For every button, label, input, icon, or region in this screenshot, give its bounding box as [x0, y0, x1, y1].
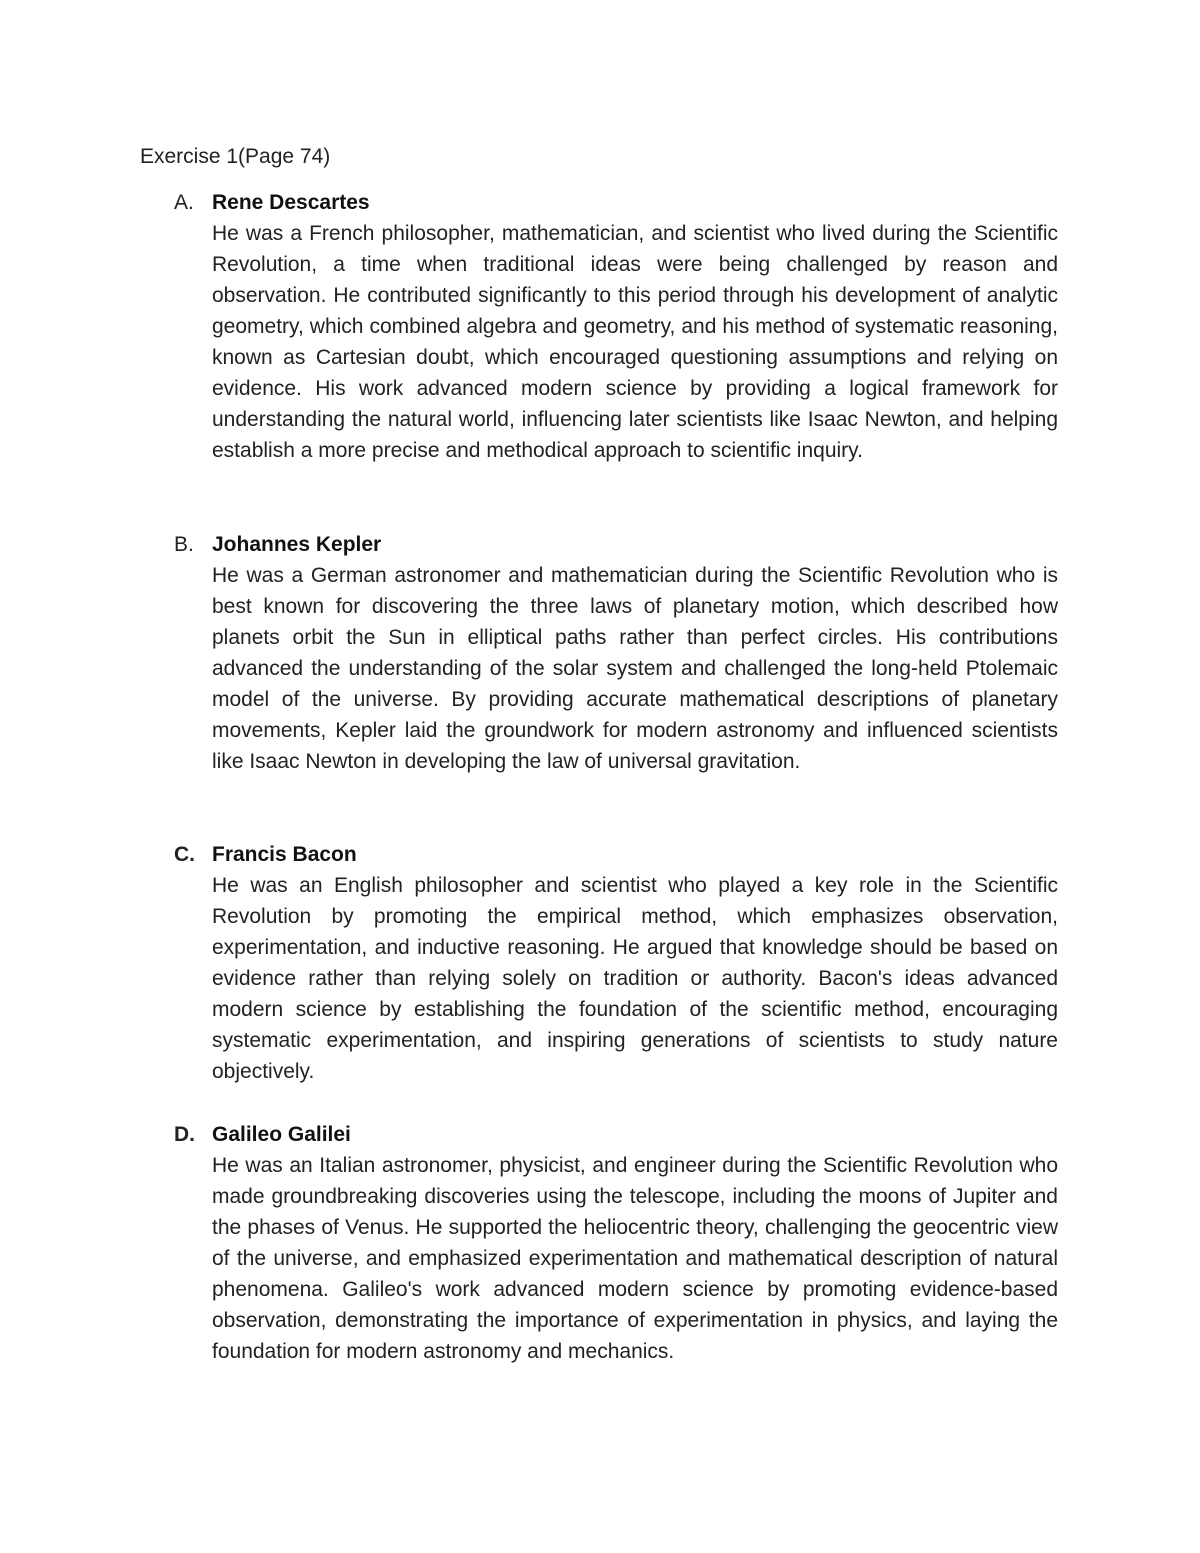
- scientist-name: Johannes Kepler: [212, 533, 382, 556]
- scientist-name: Galileo Galilei: [212, 1123, 351, 1146]
- scientist-description: He was a German astronomer and mathematician during the Scientific Revolution who is best known for discovering the three laws of planetary motion, which described how planets orbit the Sun in elliptical paths rather than perfect circles. His contributions advanced the understanding of the solar system and challenged the long-held Ptolemaic model of the universe. By providing accurate mathematical descriptions of planetary movements, Kepler laid the groundwork for modern astronomy and influenced scientists like Isaac Newton in developing the law of universal gravitation.: [212, 564, 1058, 773]
- list-marker: C.: [174, 843, 195, 866]
- list-item-heading: [140, 529, 1058, 560]
- scientist-name: Francis Bacon: [212, 843, 357, 866]
- list-item-heading: [140, 187, 1058, 218]
- page-title: Exercise 1(Page 74): [140, 145, 331, 168]
- list-item-heading: [140, 1119, 1058, 1150]
- scientist-description: He was an English philosopher and scientist who played a key role in the Scientific Revolution by promoting the empirical method, which emphasizes observation, experimentation, and inductive reasoning. He argued that knowledge should be based on evidence rather than relying solely on tradition or authority. Bacon's ideas advanced modern science by establishing the foundation of the scientific method, encouraging systematic experimentation, and inspiring generations of scientists to study nature objectively.: [212, 874, 1058, 1083]
- scientist-description: He was a French philosopher, mathematician, and scientist who lived during the Scientific Revolution, a time when traditional ideas were being challenged by reason and observation. He contributed significantly to this period through his development of analytic geometry, which combined algebra and geometry, and his method of systematic reasoning, known as Cartesian doubt, which encouraged questioning assumptions and relying on evidence. His work advanced modern science by providing a logical framework for understanding the natural world, influencing later scientists like Isaac Newton, and helping establish a more precise and methodical approach to scientific inquiry.: [212, 222, 1058, 462]
- list-item-heading: [140, 839, 1058, 870]
- list-item-francis-bacon: [140, 839, 1058, 1087]
- list-item-rene-descartes: [140, 187, 1058, 466]
- list-marker: B.: [174, 533, 194, 556]
- list-item-galileo-galilei: [140, 1119, 1058, 1367]
- list-item-johannes-kepler: [140, 529, 1058, 777]
- list-marker: A.: [174, 191, 194, 214]
- scientist-description: He was an Italian astronomer, physicist, and engineer during the Scientific Revolution who made groundbreaking discoveries using the telescope, including the moons of Jupiter and the phases of Venus. He supported the heliocentric theory, challenging the geocentric view of the universe, and emphasized experimentation and mathematical description of natural phenomena. Galileo's work advanced modern science by promoting evidence-based observation, demonstrating the importance of experimentation in physics, and laying the foundation for modern astronomy and mechanics.: [212, 1154, 1058, 1363]
- scientist-name: Rene Descartes: [212, 191, 370, 214]
- list-marker: D.: [174, 1123, 195, 1146]
